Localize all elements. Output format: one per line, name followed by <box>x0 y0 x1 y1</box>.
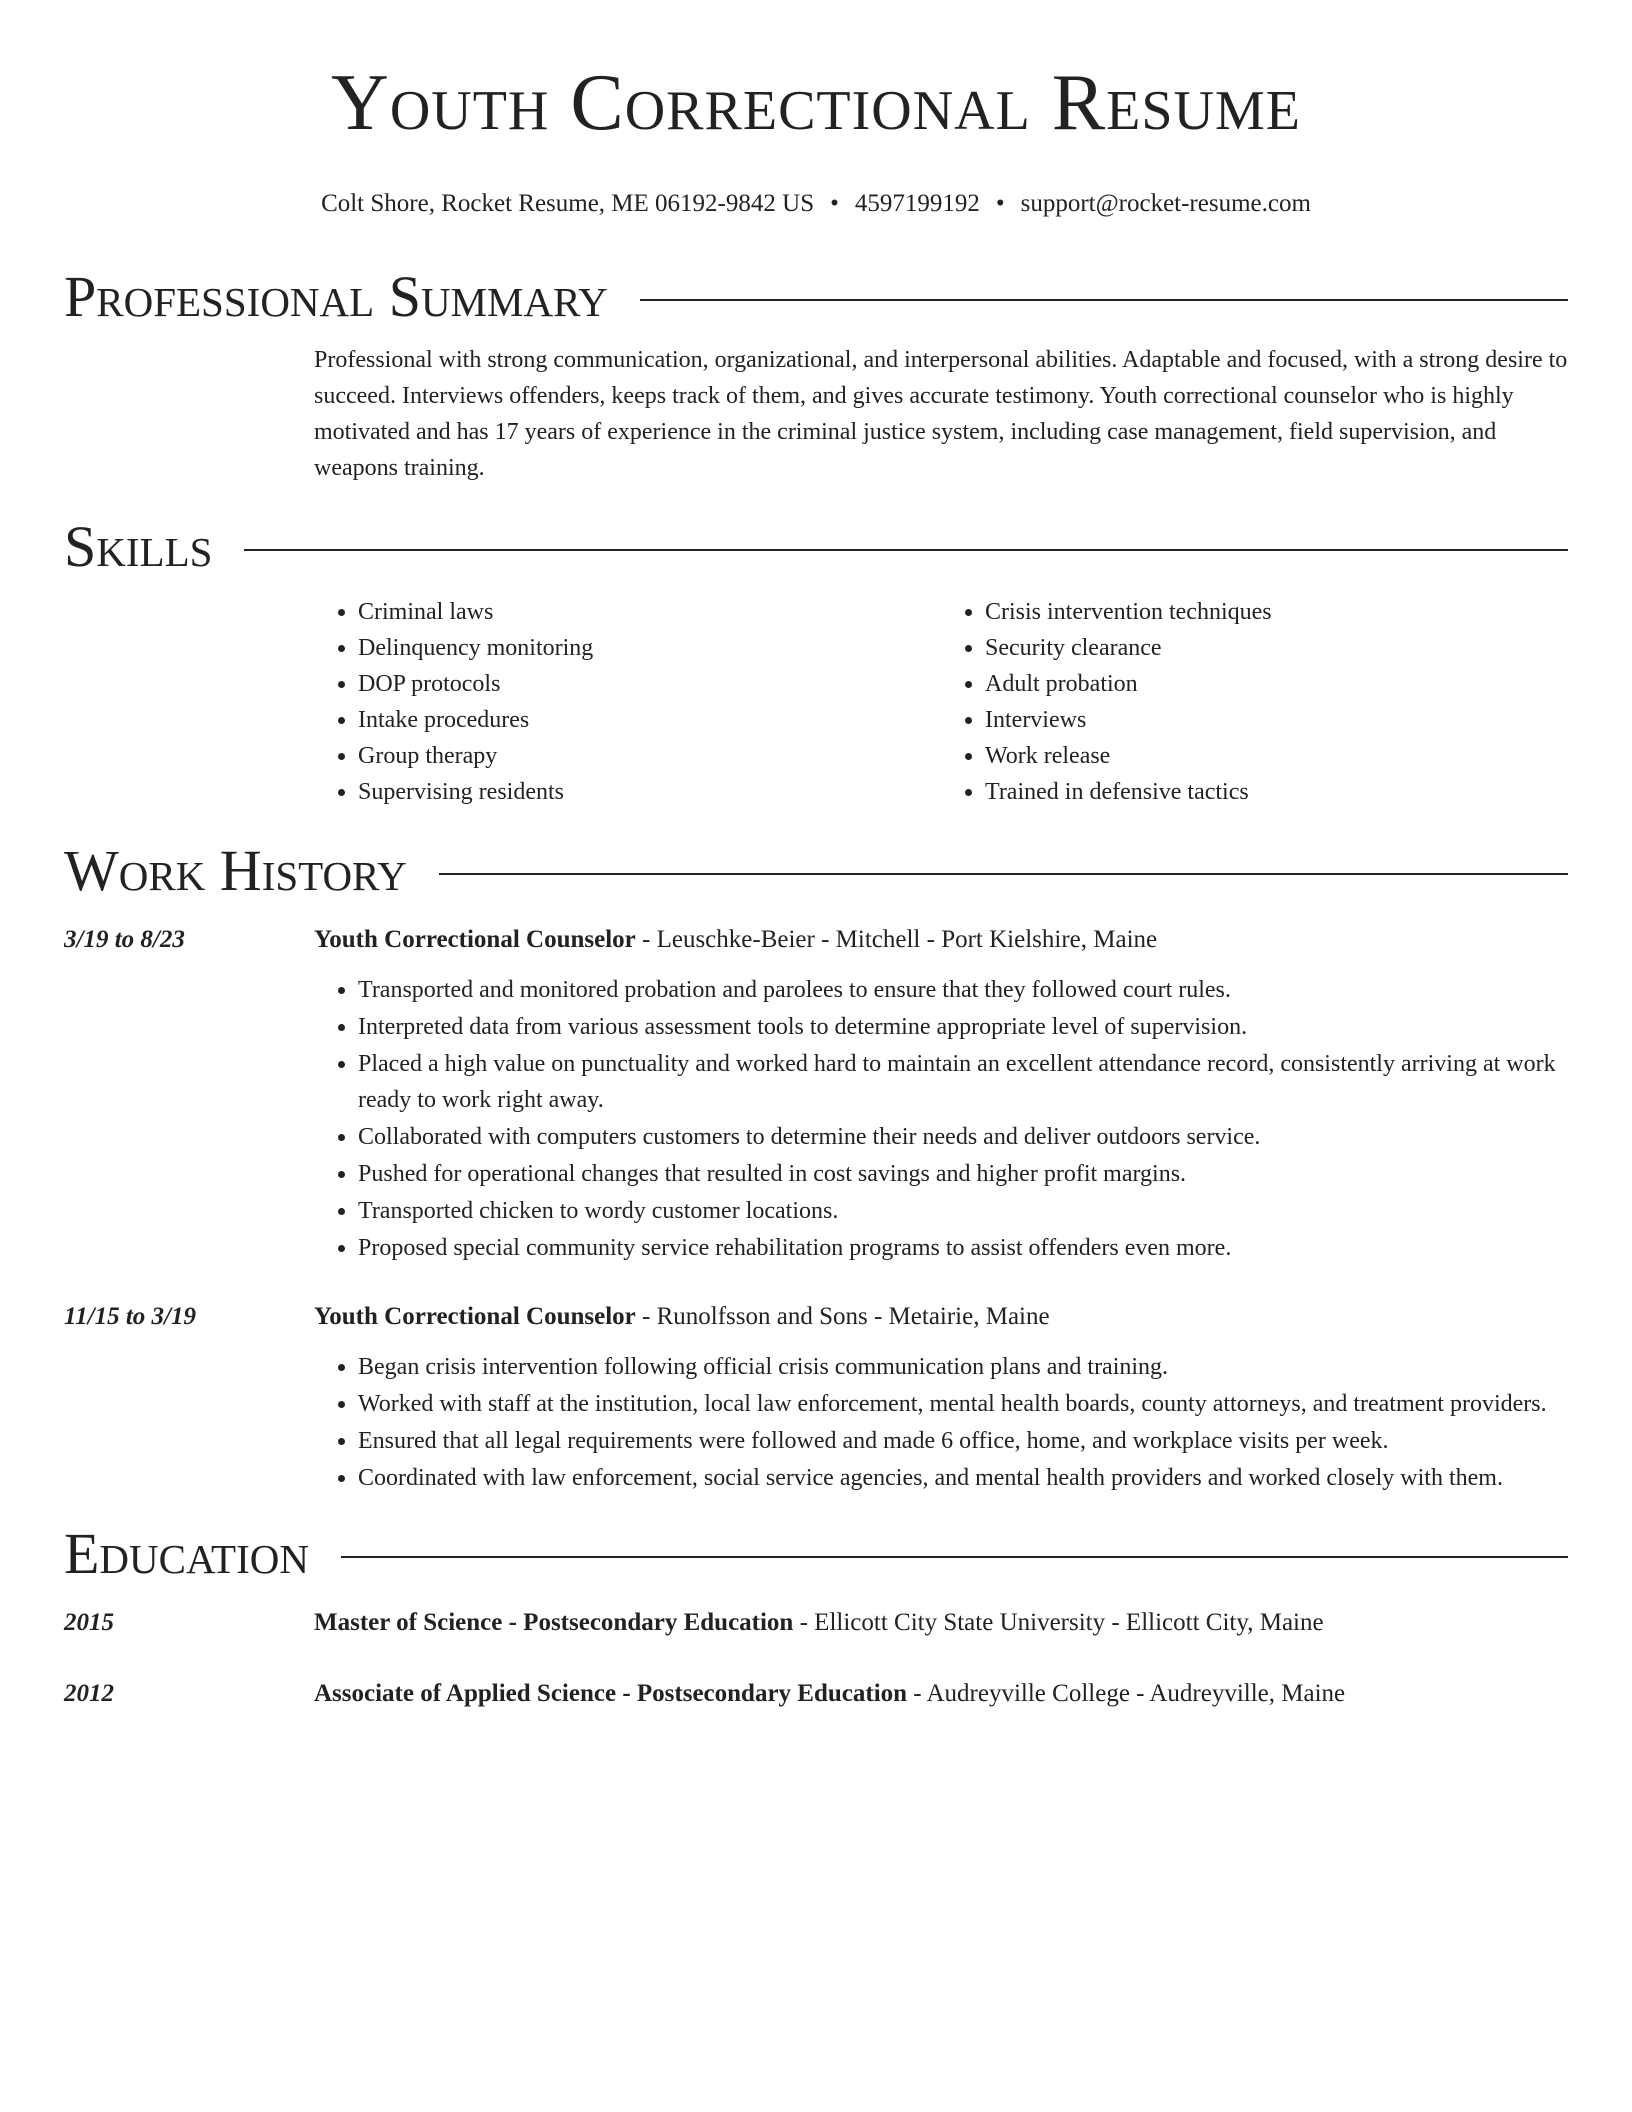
skills-heading-row <box>64 514 1568 580</box>
job-dates: 11/15 to 3/19 <box>64 1303 196 1330</box>
skills-section <box>64 514 1568 810</box>
work-history-section <box>64 838 1568 1497</box>
contact-address: Colt Shore, Rocket Resume, ME 06192-9842 US <box>321 190 815 217</box>
work-history-heading: Work History <box>64 838 407 903</box>
contact-phone: 4597199192 <box>854 190 980 217</box>
education-degree: Master of Science - Postsecondary Education <box>314 1609 794 1636</box>
job-title-line <box>314 1299 1568 1335</box>
contact-separator: • <box>830 190 839 217</box>
skill-item: • Intake procedures <box>358 702 941 738</box>
job-employer: - Runolfsson and Sons - Metairie, Maine <box>635 1303 1050 1330</box>
job-title: Youth Correctional Counselor <box>314 1303 636 1330</box>
contact-line <box>64 188 1568 220</box>
skill-item: • Group therapy <box>358 738 941 774</box>
skills-heading: Skills <box>64 514 213 579</box>
job-entry <box>64 1299 1568 1497</box>
skill-item: • Trained in defensive tactics <box>985 774 1568 810</box>
job-bullets <box>314 972 1568 1266</box>
summary-heading-row <box>64 264 1568 330</box>
education-year: 2015 <box>64 1609 114 1636</box>
section-divider <box>244 549 1568 551</box>
job-bullet: • Transported chicken to wordy customer locations. <box>358 1193 1568 1229</box>
job-bullet: • Ensured that all legal requirements were followed and made 6 office, home, and workplace visits per week. <box>358 1423 1568 1459</box>
skill-item: • Delinquency monitoring <box>358 630 941 666</box>
education-degree: Associate of Applied Science - Postsecondary Education <box>314 1680 908 1707</box>
job-bullet: • Transported and monitored probation and parolees to ensure that they followed court rules. <box>358 972 1568 1008</box>
skills-grid <box>314 594 1568 810</box>
skill-item: • Criminal laws <box>358 594 941 630</box>
education-section <box>64 1521 1568 1712</box>
job-title: Youth Correctional Counselor <box>314 926 636 953</box>
job-body <box>314 922 1568 1267</box>
job-bullet: • Coordinated with law enforcement, social service agencies, and mental health providers and worked closely with them. <box>358 1460 1568 1496</box>
summary-heading: Professional Summary <box>64 264 608 329</box>
skill-item: • DOP protocols <box>358 666 941 702</box>
job-bullet: • Collaborated with computers customers to determine their needs and deliver outdoors service. <box>358 1119 1568 1155</box>
work-heading-row <box>64 838 1568 904</box>
skills-column-left <box>314 594 941 810</box>
section-divider <box>341 1556 1568 1558</box>
job-bullets <box>314 1349 1568 1496</box>
job-bullet: • Proposed special community service rehabilitation programs to assist offenders even more. <box>358 1230 1568 1266</box>
job-bullet: • Interpreted data from various assessment tools to determine appropriate level of supervision. <box>358 1009 1568 1045</box>
job-body <box>314 1299 1568 1497</box>
skill-item: • Supervising residents <box>358 774 941 810</box>
education-heading: Education <box>64 1521 309 1586</box>
education-entry <box>64 1605 1568 1641</box>
summary-text: Professional with strong communication, organizational, and interpersonal abilities. Adaptable and focused, with a strong desire to succeed. Interviews offenders, keeps track of them, and gives accurate testimony. Youth correctional counselor who is highly motivated and has 17 years of experience in the criminal justice system, including case management, field supervision, and weapons training. <box>314 347 1568 481</box>
skill-item: • Adult probation <box>985 666 1568 702</box>
job-bullet: • Began crisis intervention following official crisis communication plans and training. <box>358 1349 1568 1385</box>
education-year: 2012 <box>64 1680 114 1707</box>
education-school: - Ellicott City State University - Ellicott City, Maine <box>793 1609 1324 1636</box>
contact-email: support@rocket-resume.com <box>1020 190 1311 217</box>
skills-column-right <box>941 594 1568 810</box>
contact-separator: • <box>995 190 1005 217</box>
section-divider <box>640 299 1568 301</box>
skill-item: • Security clearance <box>985 630 1568 666</box>
education-line <box>314 1605 1324 1641</box>
skill-item: • Work release <box>985 738 1568 774</box>
education-entry <box>64 1676 1568 1712</box>
job-employer: - Leuschke-Beier - Mitchell - Port Kielshire, Maine <box>635 926 1158 953</box>
job-bullet: • Pushed for operational changes that resulted in cost savings and higher profit margins. <box>358 1156 1568 1192</box>
education-school: - Audreyville College - Audreyville, Maine <box>907 1680 1346 1707</box>
skill-item: • Interviews <box>985 702 1568 738</box>
education-heading-row <box>64 1521 1568 1587</box>
job-bullet: • Placed a high value on punctuality and worked hard to maintain an excellent attendance record, consistently arriving at work ready to work right away. <box>358 1046 1568 1118</box>
resume-title: Youth Correctional Resume <box>331 59 1301 147</box>
summary-section <box>64 264 1568 486</box>
section-divider <box>439 873 1568 875</box>
skill-item: • Crisis intervention techniques <box>985 594 1568 630</box>
job-entry <box>64 922 1568 1267</box>
education-line <box>314 1676 1345 1712</box>
job-dates: 3/19 to 8/23 <box>64 926 185 953</box>
job-title-line <box>314 922 1568 958</box>
job-bullet: • Worked with staff at the institution, local law enforcement, mental health boards, county attorneys, and treatment providers. <box>358 1386 1568 1422</box>
